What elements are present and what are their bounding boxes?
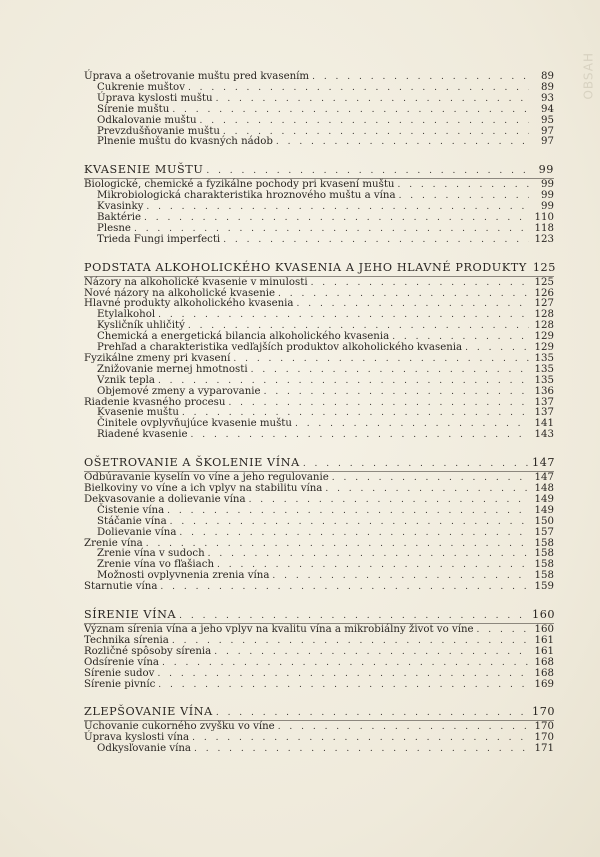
toc-entry [84, 658, 554, 669]
entry-title: Plnenie muštu do kvasných nádob [97, 136, 273, 148]
heading-rule [84, 276, 554, 277]
entry-title: Hlavné produkty alkoholického kvasenia [84, 298, 294, 310]
page-number: 158 [534, 537, 554, 549]
entry-title: Technika sírenia [84, 634, 169, 646]
table-of-contents [84, 72, 554, 772]
page-number: 137 [534, 396, 554, 408]
leader-dots [192, 733, 529, 744]
entry-title: Bielkoviny vo víne a ich vplyv na stabilitu vína [84, 483, 323, 494]
leader-dots [251, 365, 529, 376]
page-number: 148 [534, 483, 554, 494]
toc-section [84, 72, 554, 148]
entry-title: Fyzikálne zmeny pri kvasení [84, 352, 231, 364]
leader-dots [144, 213, 529, 224]
heading-rule [84, 720, 554, 721]
page-number: 141 [534, 418, 554, 430]
heading-title: PODSTATA ALKOHOLICKÉHO KVASENIA A JEHO HLAVNÉ PRODUKTY [84, 260, 527, 274]
leader-dots [399, 191, 529, 202]
leader-dots [172, 636, 529, 647]
page-number: 170 [532, 705, 556, 719]
toc-section [84, 260, 556, 442]
leader-dots [162, 658, 529, 669]
page-number: 125 [532, 260, 556, 274]
leader-dots [477, 625, 529, 636]
entry-title: Odbúravanie kyselín vo víne a jeho regulovanie [84, 472, 329, 484]
toc-entry [84, 744, 554, 755]
entry-title: Čistenie vína [97, 504, 165, 516]
toc-entry [84, 528, 554, 539]
leader-dots [303, 459, 529, 470]
page-number: 161 [534, 645, 554, 657]
entry-title: Možnosti ovplyvnenia zrenia vína [97, 570, 270, 582]
corner-watermark: OBSAH [582, 52, 596, 100]
heading-title: ZLEPŠOVANIE VÍNA [84, 705, 213, 719]
heading-title: OŠETROVANIE A ŠKOLENIE VÍNA [84, 456, 300, 470]
leader-dots [214, 647, 529, 658]
entry-title: Odsírenie vína [84, 656, 159, 668]
page-number: 171 [534, 743, 554, 755]
leader-dots [158, 310, 529, 321]
page-number: 149 [534, 504, 554, 516]
entry-title: Uchovanie cukorného zvyšku vo víne [84, 721, 275, 733]
page-number: 147 [534, 472, 554, 484]
toc-section [84, 165, 554, 245]
leader-dots [233, 354, 529, 365]
entry-title: Zrenie vína vo fľašiach [97, 559, 215, 571]
page-number: 168 [534, 667, 554, 679]
entry-title: Kvasinky [97, 201, 144, 213]
toc-entry [84, 278, 554, 289]
leader-dots [179, 611, 529, 622]
page-number: 99 [541, 201, 554, 213]
page-number: 97 [541, 125, 554, 137]
entry-title: Dolievanie vína [97, 526, 177, 538]
toc-entry [84, 116, 554, 127]
entry-title: Vznik tepla [97, 374, 155, 386]
entry-title: Nové názory na alkoholické kvasenie [84, 287, 276, 299]
page-number: 149 [534, 493, 554, 505]
page-number: 129 [534, 342, 554, 354]
leader-dots [249, 495, 529, 506]
toc-entry [84, 387, 554, 398]
page-number: 110 [534, 211, 554, 223]
page-number: 97 [541, 136, 554, 148]
leader-dots [272, 571, 529, 582]
entry-title: Dekvasovanie a dolievanie vína [84, 493, 246, 505]
heading-rule [84, 178, 554, 179]
entry-title: Úprava kyslosti vína [84, 732, 190, 744]
toc-entry [84, 430, 554, 441]
entry-title: Názory na alkoholické kvasenie v minulosti [84, 276, 308, 288]
entry-title: Riadené kvasenie [97, 429, 188, 441]
toc-section [84, 610, 554, 690]
leader-dots [179, 528, 529, 539]
toc-section-heading [84, 458, 554, 470]
leader-dots [223, 235, 529, 246]
entry-title: Sírenie sudov [84, 667, 155, 679]
entry-title: Úprava a ošetrovanie muštu pred kvasením [84, 71, 310, 82]
leader-dots [208, 549, 529, 560]
page-number: 158 [534, 548, 554, 560]
page-number: 143 [534, 429, 554, 441]
entry-title: Znižovanie mernej hmotnosti [97, 363, 248, 375]
toc-section-heading [84, 707, 554, 719]
toc-entry [84, 669, 554, 680]
entry-title: Zrenie vína v sudoch [97, 548, 205, 560]
page-number: 158 [534, 559, 554, 571]
entry-title: Objemové zmeny a vyparovanie [97, 385, 261, 397]
page-number: 99 [541, 179, 554, 191]
page-number: 99 [541, 190, 554, 202]
leader-dots [194, 744, 529, 755]
leader-dots [146, 202, 529, 213]
entry-title: Cukrenie muštov [97, 81, 185, 93]
page-number: 95 [541, 114, 554, 126]
leader-dots [276, 137, 529, 148]
entry-title: Prehľad a charakteristika vedľajších produktov alkoholického kvasenia [97, 342, 463, 354]
leader-dots [278, 289, 529, 300]
page-number: 161 [534, 634, 554, 646]
leader-dots [397, 180, 529, 191]
leader-dots [188, 83, 529, 94]
page-number: 160 [532, 608, 556, 622]
entry-title: Plesne [97, 222, 131, 234]
leader-dots [297, 299, 529, 310]
entry-title: Kvasenie muštu [97, 407, 179, 419]
toc-entry [84, 105, 554, 116]
page-number: 123 [534, 233, 554, 245]
page-number: 150 [534, 515, 554, 527]
toc-entry [84, 137, 554, 148]
page-number: 159 [534, 581, 554, 593]
page-number: 135 [534, 374, 554, 386]
entry-title: Starnutie vína [84, 581, 158, 593]
leader-dots [332, 473, 529, 484]
page-number: 170 [534, 721, 554, 733]
page-number: 127 [534, 298, 554, 310]
leader-dots [170, 517, 529, 528]
toc-section [84, 707, 554, 755]
entry-title: Chemická a energetická bilancia alkoholického kvasenia [97, 331, 390, 343]
leader-dots [278, 722, 529, 733]
entry-title: Sírenie pivníc [84, 678, 156, 690]
toc-entry [84, 517, 554, 528]
entry-title: Mikrobiologická charakteristika hroznového muštu a vína [97, 190, 396, 202]
page-number: 147 [532, 456, 556, 470]
page-number: 168 [534, 656, 554, 668]
page-number: 157 [534, 526, 554, 538]
entry-title: Riadenie kvasného procesu [84, 396, 226, 408]
leader-dots [160, 582, 529, 593]
leader-dots [228, 398, 529, 409]
entry-title: Baktérie [97, 211, 142, 223]
entry-title: Biologické, chemické a fyzikálne pochody pri kvasení muštu [84, 179, 395, 191]
page-number: 89 [541, 81, 554, 93]
leader-dots [167, 506, 529, 517]
leader-dots [264, 387, 529, 398]
page-number: 135 [534, 363, 554, 375]
heading-title: SÍRENIE VÍNA [84, 608, 177, 622]
page-number: 89 [541, 71, 554, 82]
page-number: 94 [541, 103, 554, 115]
page-number: 160 [534, 623, 554, 635]
toc-entry [84, 235, 554, 246]
entry-title: Význam sírenia vína a jeho vplyv na kvalitu vína a mikrobiálny život vo víne [84, 623, 474, 635]
toc-entry [84, 680, 554, 691]
entry-title: Etylalkohol [97, 309, 156, 321]
entry-title: Odkalovanie muštu [97, 114, 197, 126]
page-number: 118 [534, 222, 554, 234]
page-number: 129 [534, 331, 554, 343]
toc-section-heading [84, 610, 554, 622]
leader-dots [216, 94, 529, 105]
leader-dots [206, 166, 529, 177]
toc-entry [84, 213, 554, 224]
toc-section [84, 458, 554, 593]
page-number: 126 [534, 287, 554, 299]
leader-dots [157, 669, 529, 680]
page-number: 137 [534, 407, 554, 419]
page-number: 170 [534, 732, 554, 744]
page-number: 93 [541, 92, 554, 104]
leader-dots [295, 419, 529, 430]
page-number: 135 [534, 352, 554, 364]
heading-rule [84, 623, 554, 624]
entry-title: Úprava kyslosti muštu [97, 92, 213, 104]
leader-dots [311, 278, 529, 289]
leader-dots [465, 343, 529, 354]
leader-dots [172, 105, 529, 116]
page-number: 128 [534, 309, 554, 321]
page-number: 169 [534, 678, 554, 690]
entry-title: Trieda Fungi imperfecti [97, 233, 221, 245]
heading-title: KVASENIE MUŠTU [84, 163, 204, 177]
page-number: 158 [534, 570, 554, 582]
page-number: 99 [538, 163, 554, 177]
entry-title: Prevzdušňovanie muštu [97, 125, 220, 137]
leader-dots [200, 116, 529, 127]
leader-dots [312, 72, 529, 83]
toc-section-heading [84, 260, 556, 275]
toc-section-heading [84, 165, 554, 177]
leader-dots [325, 484, 529, 495]
page-number: 136 [534, 385, 554, 397]
leader-dots [158, 680, 529, 691]
leader-dots [191, 430, 530, 441]
leader-dots [216, 708, 529, 719]
page-number: 125 [534, 276, 554, 288]
heading-rule [84, 471, 554, 472]
entry-title: Stáčanie vína [97, 515, 167, 527]
toc-entry [84, 582, 554, 593]
page-number: 128 [534, 320, 554, 332]
toc-entry [84, 191, 554, 202]
entry-title: Činitele ovplyvňujúce kvasenie muštu [97, 418, 292, 430]
toc-entry [84, 202, 554, 213]
entry-title: Kysličník uhličitý [97, 320, 185, 332]
entry-title: Zrenie vína [84, 537, 143, 549]
entry-title: Odkysľovanie vína [97, 743, 191, 755]
entry-title: Sírenie muštu [97, 103, 170, 115]
entry-title: Rozličné spôsoby sírenia [84, 645, 212, 657]
